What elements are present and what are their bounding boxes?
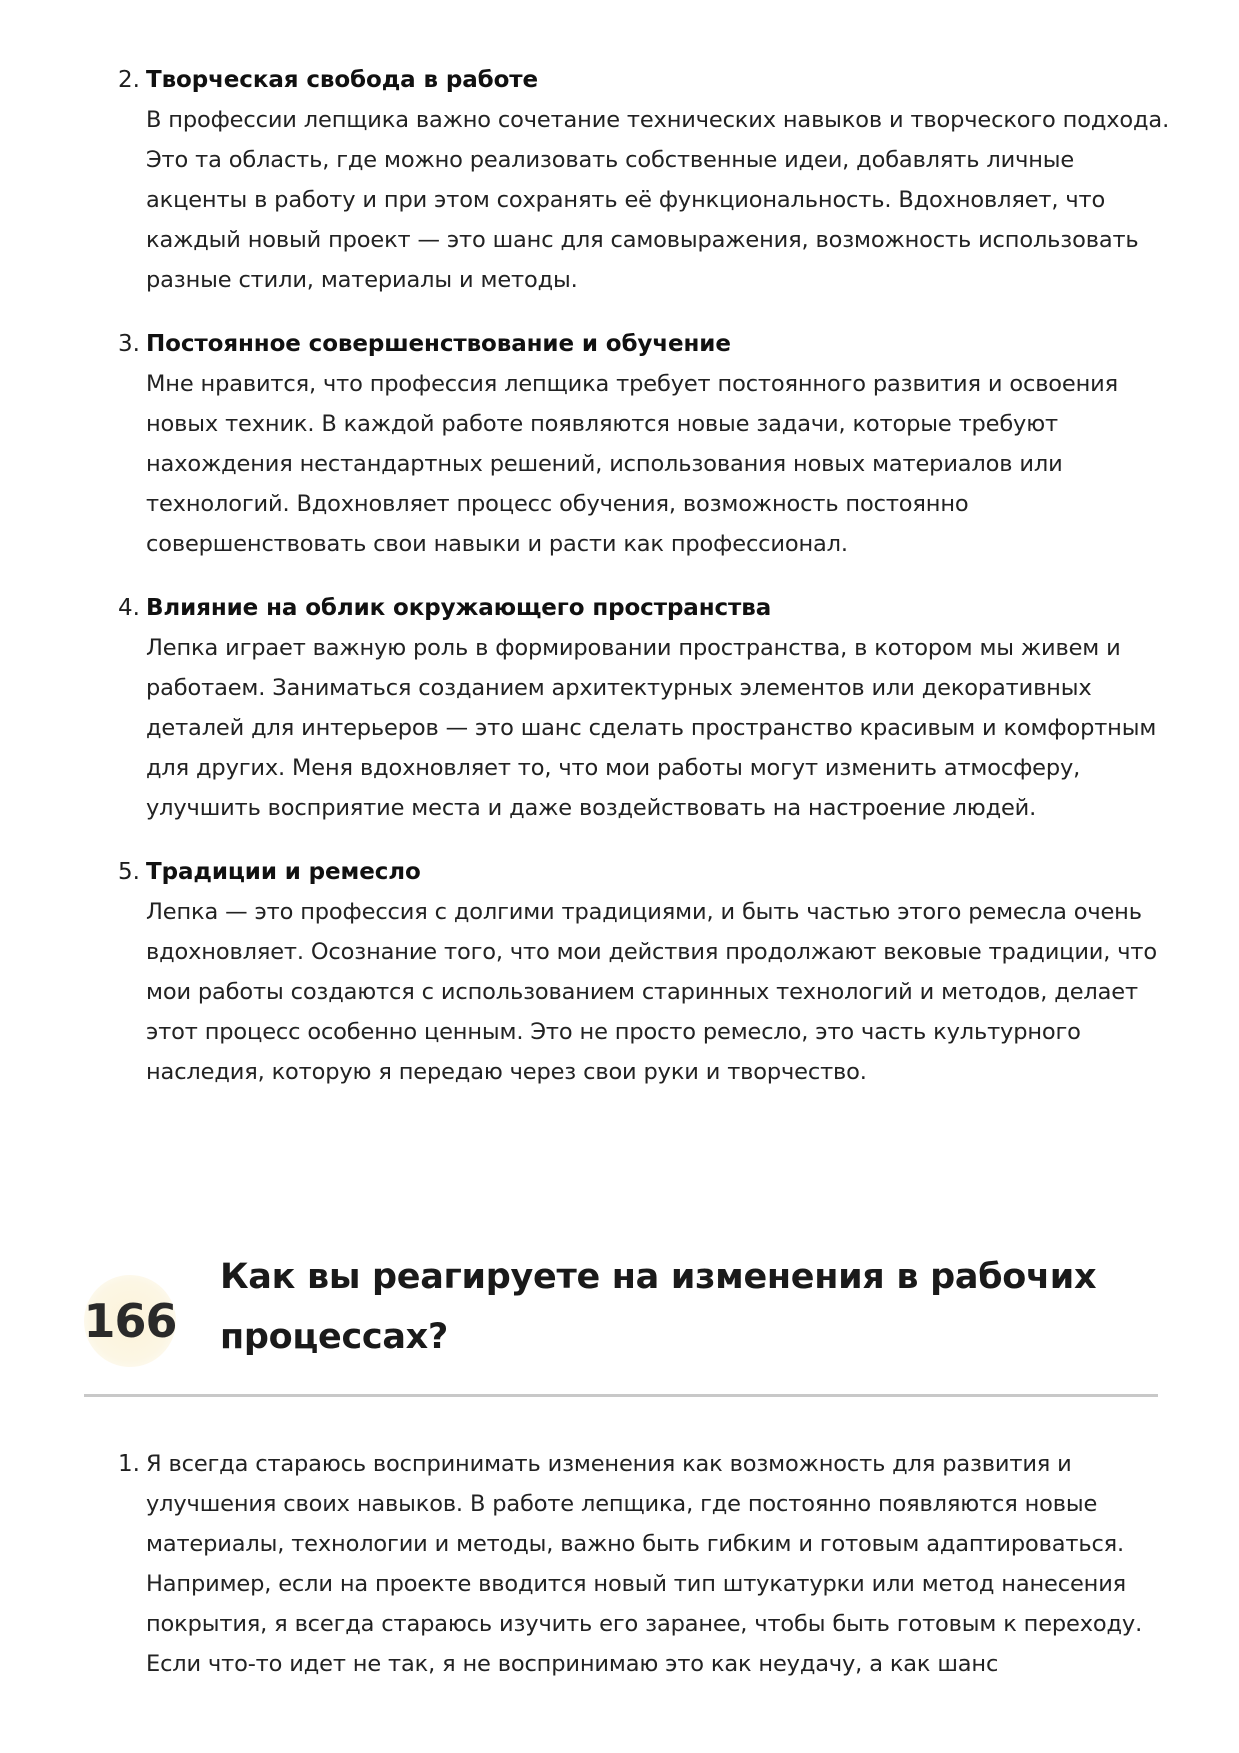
- list-item: [0, 852, 1239, 1092]
- item-number: 2.: [118, 67, 140, 93]
- item-number: 1.: [118, 1451, 140, 1477]
- question-number-badge: 166: [84, 1275, 176, 1367]
- answer-list: [0, 1444, 1239, 1684]
- item-body: Лепка — это профессия с долгими традициями, и быть частью этого ремесла очень вдохновляет. Осознание того, что мои действия продолжают вековые традиции, что мои работы создаются с использованием старинных технологий и методов, делает этот процесс особенно ценным. Это не просто ремесло, это часть культурного наследия, которую я передаю через свои руки и творчество.: [146, 899, 1157, 1085]
- item-title: Творческая свобода в работе: [146, 67, 539, 93]
- list-item: [0, 60, 1239, 300]
- section-divider: [84, 1394, 1158, 1397]
- item-number: 5.: [118, 859, 140, 885]
- answer-list: [0, 60, 1239, 1092]
- item-title: Традиции и ремесло: [146, 859, 421, 885]
- item-number: 3.: [118, 331, 140, 357]
- item-number: 4.: [118, 595, 140, 621]
- item-body: Мне нравится, что профессия лепщика требует постоянного развития и освоения новых техник. В каждой работе появляются новые задачи, которые требуют нахождения нестандартных решений, использования новых материалов или технологий. Вдохновляет процесс обучения, возможность постоянно совершенствовать свои навыки и расти как профессионал.: [146, 371, 1119, 557]
- item-body: Я всегда стараюсь воспринимать изменения как возможность для развития и улучшения своих навыков. В работе лепщика, где постоянно появляются новые материалы, технологии и методы, важно быть гибким и готовым адаптироваться. Например, если на проекте вводится новый тип штукатурки или метод нанесения покрытия, я всегда стараюсь изучить его заранее, чтобы быть готовым к переходу. Если что-то идет не так, я не воспринимаю это как неудачу, а как шанс: [146, 1451, 1143, 1677]
- item-body: В профессии лепщика важно сочетание технических навыков и творческого подхода. Это та область, где можно реализовать собственные идеи, добавлять личные акценты в работу и при этом сохранять её функциональность. Вдохновляет, что каждый новый проект — это шанс для самовыражения, возможность использовать разные стили, материалы и методы.: [146, 107, 1170, 293]
- item-title: Постоянное совершенствование и обучение: [146, 331, 731, 357]
- list-item: [0, 588, 1239, 828]
- question-title: Как вы реагируете на изменения в рабочих процессах?: [220, 1257, 1097, 1357]
- item-title: Влияние на облик окружающего пространства: [146, 595, 772, 621]
- list-item: [0, 1444, 1239, 1684]
- item-body: Лепка играет важную роль в формировании пространства, в котором мы живем и работаем. Заниматься созданием архитектурных элементов или декоративных деталей для интерьеров — это шанс сделать пространство красивым и комфортным для других. Меня вдохновляет то, что мои работы могут изменить атмосферу, улучшить восприятие места и даже воздействовать на настроение людей.: [146, 635, 1157, 821]
- list-item: [0, 324, 1239, 564]
